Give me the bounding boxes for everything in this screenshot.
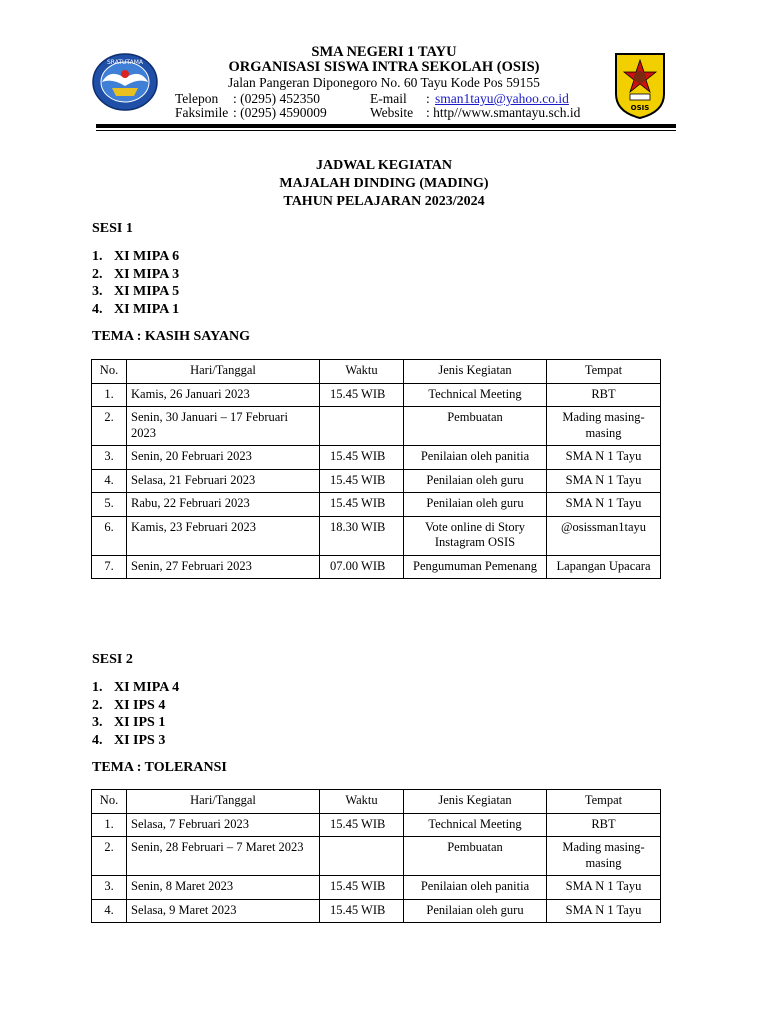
session-1-schedule-table (91, 359, 661, 579)
table-row: 4. Selasa, 21 Februari 2023 15.45 WIB Penilaian oleh guru SMA N 1 Tayu (92, 469, 661, 493)
list-item: 1. XI MIPA 4 (92, 680, 180, 695)
list-item: 4. XI IPS 3 (92, 732, 166, 748)
header-no: No. (92, 790, 127, 814)
header-hari: Hari/Tanggal (127, 790, 320, 814)
session-2-theme: TEMA : TOLERANSI (92, 760, 227, 775)
header-tempat: Tempat (547, 790, 661, 814)
email-link[interactable]: sman1tayu@yahoo.co.id (435, 91, 569, 106)
fax-value: : (0295) 4590009 (233, 105, 327, 120)
list-item: 3. XI IPS 1 (92, 715, 166, 730)
list-item: 3. XI MIPA 5 (92, 284, 180, 299)
header-hari: Hari/Tanggal (127, 360, 320, 384)
left-logo-text: SRATUTAMA (106, 59, 144, 66)
doc-title-line3: TAHUN PELAJARAN 2023/2024 (283, 194, 485, 209)
header-waktu: Waktu (320, 360, 404, 384)
letterhead-divider-thick (96, 124, 676, 128)
table-row: 7. Senin, 27 Februari 2023 07.00 WIB Pengumuman Pemenang Lapangan Upacara (92, 555, 661, 579)
session-1-title: SESI 1 (92, 221, 133, 236)
table-header-row (92, 360, 661, 384)
phone-value: : (0295) 452350 (233, 91, 320, 106)
table-row: 4. Selasa, 9 Maret 2023 15.45 WIB Penilaian oleh guru SMA N 1 Tayu (92, 899, 661, 923)
doc-title-line1: JADWAL KEGIATAN (315, 158, 452, 173)
right-logo-text: OSIS (630, 104, 650, 112)
session-2-schedule-table (91, 789, 661, 923)
list-item: 4. XI MIPA 1 (92, 301, 180, 317)
table-row: 2. Senin, 30 Januari – 17 Februari 2023 Pembuatan Mading masing-masing (92, 407, 661, 446)
table-row: 1. Kamis, 26 Januari 2023 15.45 WIB Technical Meeting RBT (92, 383, 661, 407)
school-name: SMA NEGERI 1 TAYU (311, 44, 457, 60)
website-value: : http//www.smantayu.sch.id (426, 105, 581, 120)
website-label: Website (370, 105, 414, 120)
session-1-theme: TEMA : KASIH SAYANG (92, 329, 251, 344)
session-2-class-list (92, 679, 179, 749)
table-row: 3. Senin, 20 Februari 2023 15.45 WIB Penilaian oleh panitia SMA N 1 Tayu (92, 446, 661, 470)
list-item: 2. XI MIPA 3 (92, 266, 180, 282)
letterhead-divider-thin (96, 130, 676, 131)
table-header-row (92, 790, 661, 814)
email-label: E-mail (370, 91, 407, 106)
school-address: Jalan Pangeran Diponegoro No. 60 Tayu Kode Pos 59155 (228, 75, 540, 90)
table-row: 6. Kamis, 23 Februari 2023 18.30 WIB Vote online di Story Instagram OSIS @osissman1tayu (92, 516, 661, 555)
header-jenis: Jenis Kegiatan (404, 360, 547, 384)
table-row: 2. Senin, 28 Februari – 7 Maret 2023 Pembuatan Mading masing-masing (92, 837, 661, 876)
list-item: 1. XI MIPA 6 (92, 249, 180, 264)
header-jenis: Jenis Kegiatan (404, 790, 547, 814)
table-row: 5. Rabu, 22 Februari 2023 15.45 WIB Penilaian oleh guru SMA N 1 Tayu (92, 493, 661, 517)
table-row: 3. Senin, 8 Maret 2023 15.45 WIB Penilaian oleh panitia SMA N 1 Tayu (92, 876, 661, 900)
session-2-title: SESI 2 (92, 652, 133, 667)
list-item: 2. XI IPS 4 (92, 697, 166, 713)
header-no: No. (92, 360, 127, 384)
header-tempat: Tempat (547, 360, 661, 384)
table-row: 1. Selasa, 7 Februari 2023 15.45 WIB Technical Meeting RBT (92, 813, 661, 837)
session-1-class-list (92, 248, 179, 318)
fax-label: Faksimile (175, 105, 229, 120)
organization-name: ORGANISASI SISWA INTRA SEKOLAH (OSIS) (228, 59, 540, 75)
email-separator: : (426, 91, 430, 106)
doc-title-line2: MAJALAH DINDING (MADING) (279, 176, 489, 191)
phone-label: Telepon (175, 91, 219, 106)
header-waktu: Waktu (320, 790, 404, 814)
